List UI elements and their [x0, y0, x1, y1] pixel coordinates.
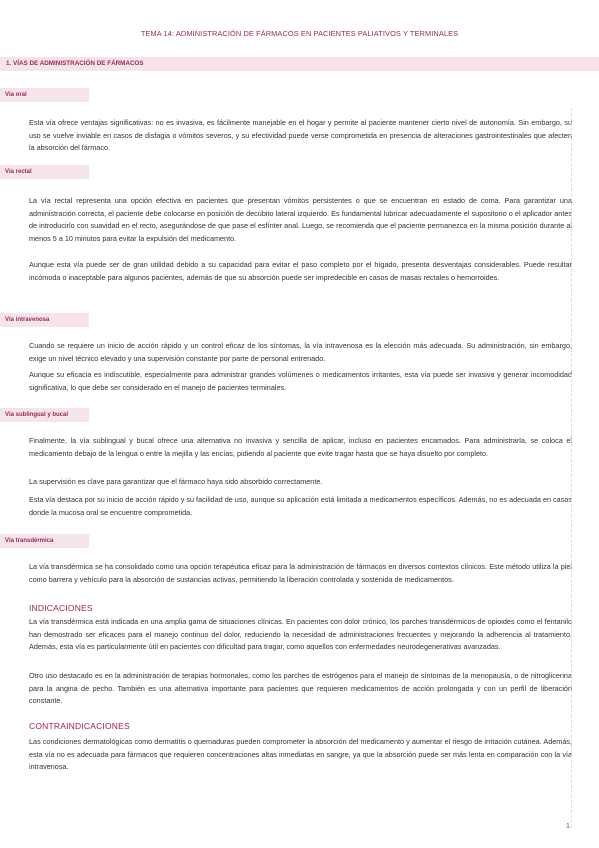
subsection-tag-label: Vía oral	[5, 91, 27, 98]
paragraph-sublingual-3: Esta vía destaca por su inicio de acción rápido y su facilidad de uso, aunque su aplicación está limitada a medicamentos específicos. Además, no es adecuada en casos donde la mucosa oral se encuentre comprometida.	[29, 495, 572, 517]
subsection-tag-label: Vía sublingual y bucal	[5, 411, 69, 418]
subheading-contraindicaciones: CONTRAINDICACIONES	[29, 721, 130, 731]
paragraph-transdermica-3: Otro uso destacado es en la administración de terapias hormonales, como los parches de estrógenos para el manejo de síntomas de la menopausia, o de nitroglicerina para la angina de pecho. También es una alternativa importante para pacientes que requieren medicamentos de acción prolongada y con un perfil de liberación constante.	[29, 671, 572, 705]
paragraph-intravenosa-1: Cuando se requiere un inicio de acción rápido y un control eficaz de los síntomas, la vía intravenosa es la elección más adecuada. Su administración, sin embargo, exige un nivel técnico elevado y una supervisión constante por parte de personal entrenado.	[29, 341, 572, 363]
subsection-tag-transdermica	[0, 534, 89, 548]
paragraph-sublingual-1: Finalmente, la vía sublingual y bucal ofrece una alternativa no invasiva y sencilla de aplicar, incluso en pacientes encamados. Para administrarla, se coloca el medicamento debajo de la lengua o entre la mejilla y las encías, pidiendo al paciente que evite tragar hasta que se haya disuelto por completo.	[29, 436, 572, 458]
subsection-tag-rectal	[0, 165, 89, 179]
section-heading: 1. VÍAS DE ADMINISTRACIÓN DE FÁRMACOS	[6, 60, 144, 67]
subsection-tag-oral	[0, 88, 89, 102]
subsection-tag-label: Vía intravenosa	[5, 316, 50, 323]
subsection-tag-sublingual	[0, 408, 89, 422]
paragraph-rectal-2: Aunque esta vía puede ser de gran utilidad debido a su capacidad para evitar el paso completo por el hígado, presenta desventajas considerables. Puede resultar incómoda o inaceptable para algunos pacientes, además de que su absorción puede ser impredecible en casos de masas rectales o hemorroides.	[29, 260, 572, 282]
paragraph-intravenosa-2: Aunque su eficacia es indiscutible, especialmente para administrar grandes volúmenes o medicamentos irritantes, esta vía puede ser invasiva y generar incomodidad significativa, lo que debe ser considerado en el manejo de pacientes terminales.	[29, 370, 572, 392]
paragraph-oral-1: Esta vía ofrece ventajas significativas: no es invasiva, es fácilmente manejable en el hogar y permite al paciente mantener cierto nivel de autonomía. Sin embargo, su uso se vuelve inviable en casos de disfagia o vómitos severos, y su efectividad puede verse comprometida en presencia de alteraciones gastrointestinales que afecten la absorción del fármaco.	[29, 118, 572, 152]
subsection-tag-label: Vía rectal	[5, 168, 32, 175]
section-heading-bar	[0, 57, 599, 71]
subsection-tag-intravenosa	[0, 313, 89, 327]
paragraph-transdermica-2: La vía transdérmica está indicada en una amplia gama de situaciones clínicas. En pacientes con dolor crónico, los parches transdérmicos de opioides como el fentanilo han demostrado ser eficaces para el manejo continuo del dolor, reduciendo la necesidad de administraciones frecuentes y mejorando la adherencia al tratamiento. Además, esta vía es particularmente útil en pacientes con dificultad para tragar, como aquellos con enfermedades neurodegenerativas avanzadas.	[29, 617, 572, 651]
subsection-tag-label: Vía transdérmica	[5, 537, 54, 544]
paragraph-transdermica-1: La vía transdérmica se ha consolidado como una opción terapéutica eficaz para la administración de fármacos en diversos contextos clínicos. Este método utiliza la piel como barrera y vehículo para la absorción de sustancias activas, permitiendo la liberación controlada y sostenida de medicamentos.	[29, 562, 572, 584]
page-number: 1	[566, 823, 570, 830]
paragraph-transdermica-4: Las condiciones dermatológicas como dermatitis o quemaduras pueden comprometer la absorción del medicamento y aumentar el riesgo de irritación cutánea. Además, esta vía no es adecuada para fármacos que requieren concentraciones altas inmediatas en sangre, ya que la absorción puede ser más lenta en comparación con la vía intravenosa.	[29, 737, 572, 771]
subheading-indicaciones: INDICACIONES	[29, 603, 93, 613]
page-header-title: TEMA 14: ADMINISTRACIÓN DE FÁRMACOS EN PACIENTES PALIATIVOS Y TERMINALES	[140, 29, 459, 38]
margin-rule	[571, 108, 572, 828]
paragraph-sublingual-2: La supervisión es clave para garantizar que el fármaco haya sido absorbido correctamente.	[29, 477, 323, 486]
paragraph-rectal-1: La vía rectal representa una opción efectiva en pacientes que presentan vómitos persistentes o que se encuentran en estado de coma. Para garantizar una administración correcta, el paciente debe colocarse en posición de decúbito lateral izquierdo. Es fundamental lubricar adecuadamente el supositorio o el aplicador antes de introducirlo con suavidad en el recto, asegurándose de que pase el esfínter anal. Luego, se recomienda que el paciente permanezca en la misma posición durante al menos 5 a 10 minutos para evitar la expulsión del medicamento.	[29, 196, 572, 243]
